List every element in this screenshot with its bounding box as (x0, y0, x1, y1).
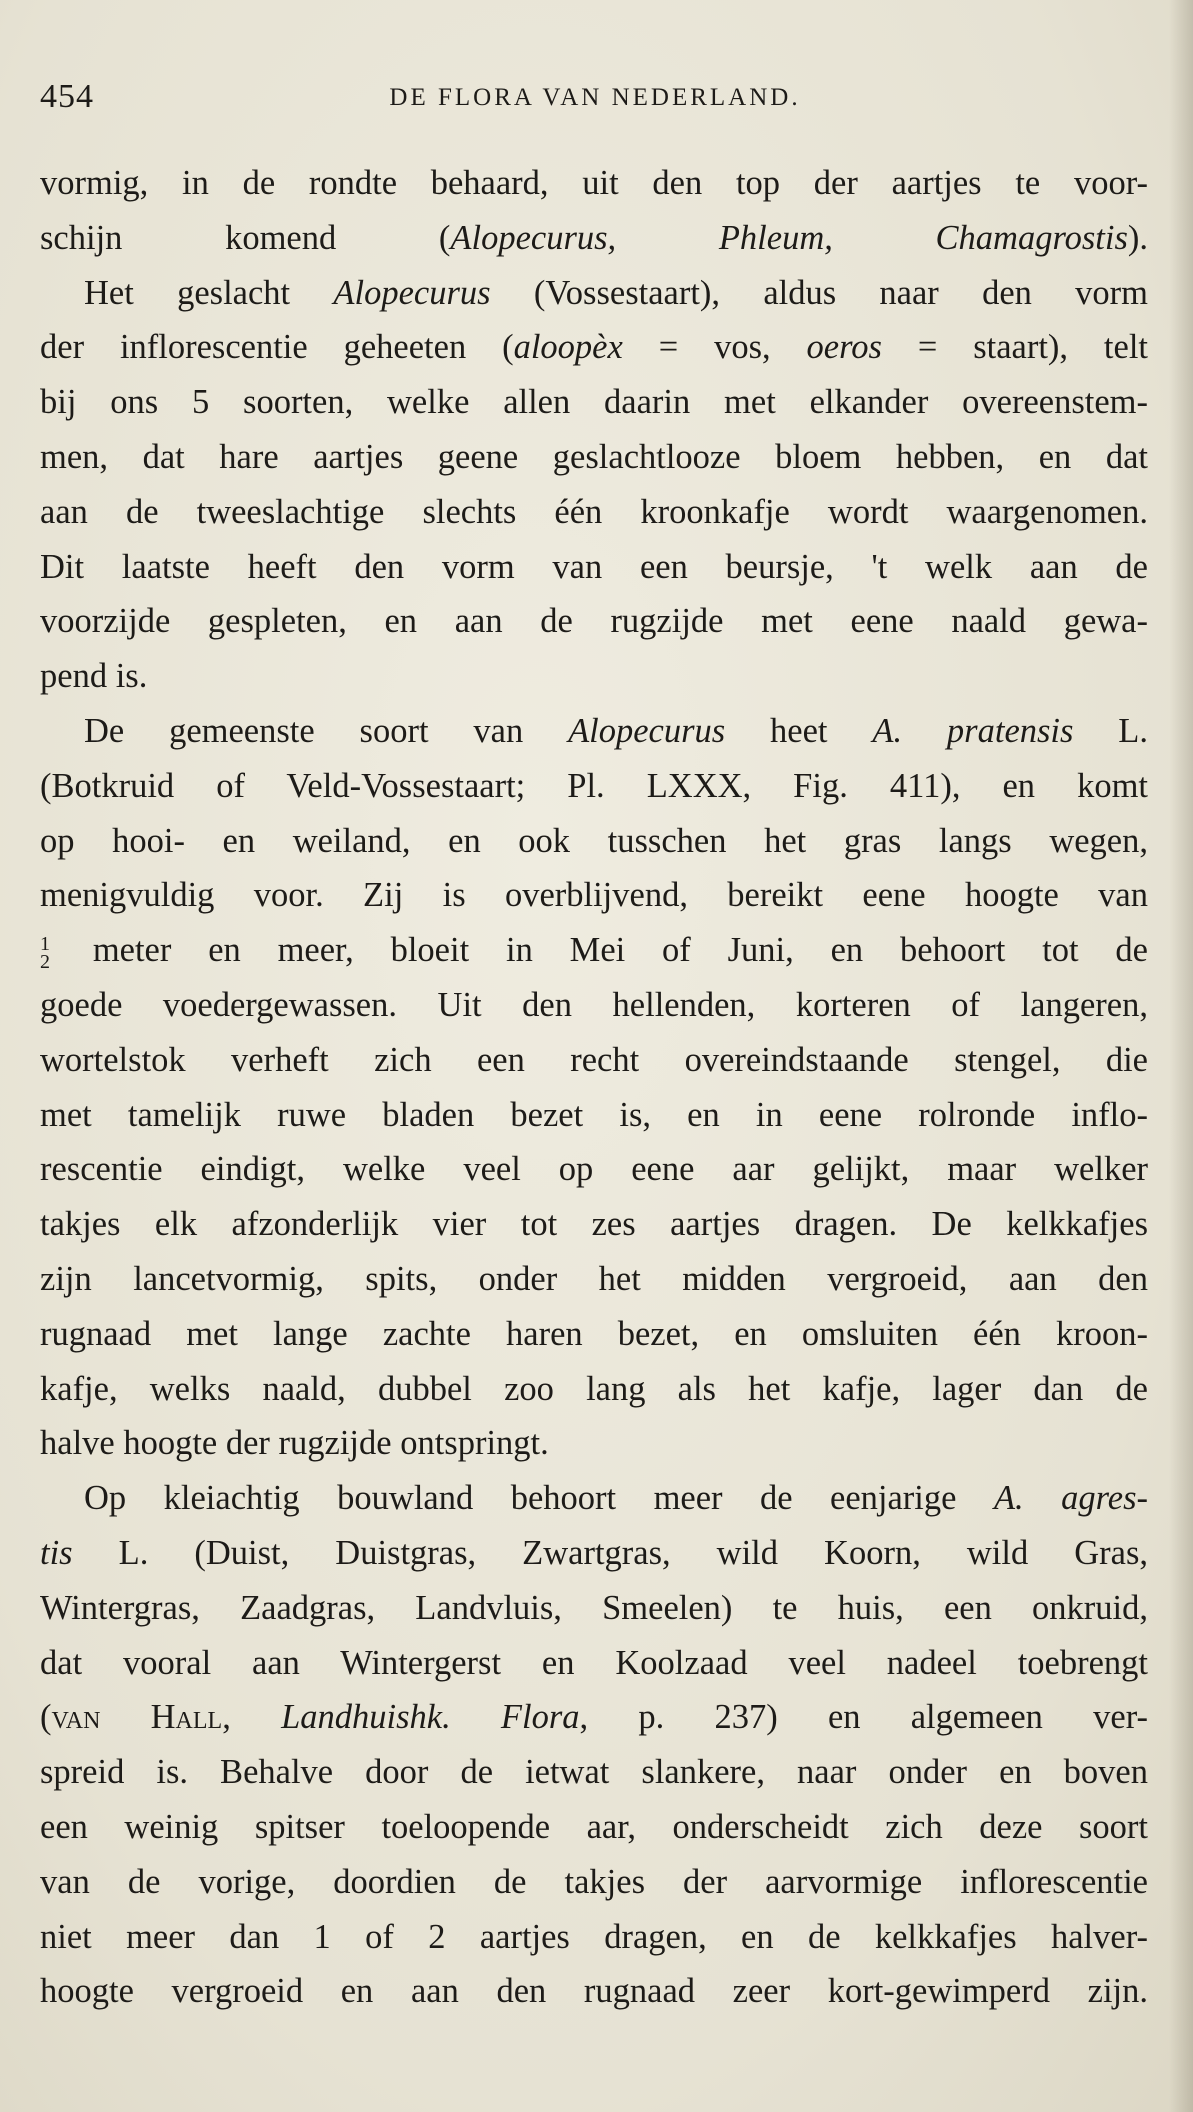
text-line: bij ons 5 soorten, welke allen daarin met elkander overeenstem- (40, 383, 1148, 422)
text-line: goede voedergewassen. Uit den hellenden, korteren of langeren, (40, 985, 1148, 1024)
text-line: men, dat hare aartjes geene geslachtlooze bloem hebben, en dat (40, 437, 1148, 476)
text-line: Wintergras, Zaadgras, Landvluis, Smeelen) te huis, een onkruid, (40, 1588, 1148, 1627)
text-line: 1 2 meter en meer, bloeit in Mei of Juni, en behoort tot de (40, 931, 1148, 974)
text-line: dat vooral aan Wintergerst en Koolzaad veel nadeel toebrengt (40, 1643, 1148, 1682)
text-line: vormig, in de rondte behaard, uit den top der aartjes te voor- (40, 164, 1148, 202)
text-line: rescentie eindigt, welke veel op eene aar gelijkt, maar welker (40, 1150, 1148, 1189)
text-line: De gemeenste soort van Alopecurus heet A. pratensis L. (84, 711, 1149, 750)
text-line: zijn lancetvormig, spits, onder het midden vergroeid, aan den (40, 1259, 1148, 1298)
text-line: halve hoogte der rugzijde ontspringt. (40, 1424, 549, 1463)
text-line: (van Hall, Landhuishk. Flora, p. 237) en algemeen ver- (40, 1698, 1148, 1737)
text-line: kafje, welks naald, dubbel zoo lang als het kafje, lager dan de (40, 1369, 1148, 1408)
text-line: der inflorescentie geheeten (aloopèx = vos, oeros = staart), telt (40, 328, 1149, 367)
text-line: niet meer dan 1 of 2 aartjes dragen, en de kelkkafjes halver- (40, 1917, 1148, 1956)
text-line: Het geslacht Alopecurus (Vossestaart), aldus naar den vorm (84, 273, 1148, 312)
page-edge-shadow (1169, 0, 1193, 2112)
text-line: takjes elk afzonderlijk vier tot zes aartjes dragen. De kelkkafjes (40, 1205, 1148, 1244)
text-line: op hooi- en weiland, en ook tusschen het gras langs wegen, (40, 821, 1148, 860)
text-line: tis L. (Duist, Duistgras, Zwartgras, wild Koorn, wild Gras, (40, 1533, 1148, 1572)
text-line: van de vorige, doordien de takjes der aarvormige inflorescentie (40, 1862, 1148, 1901)
text-line: (Botkruid of Veld-Vossestaart; Pl. LXXX, Fig. 411), en komt (40, 766, 1148, 805)
text-line: pend is. (40, 657, 148, 696)
body-text (40, 156, 1148, 2019)
text-line: met tamelijk ruwe bladen bezet is, en in eene rolronde inflo- (40, 1095, 1148, 1134)
page-number: 454 (40, 78, 94, 115)
text-line: Dit laatste heeft den vorm van een beursje, 't welk aan de (40, 547, 1148, 586)
text-line: voorzijde gespleten, en aan de rugzijde met eene naald gewa- (40, 602, 1148, 641)
text-line: spreid is. Behalve door de ietwat slankere, naar onder en boven (40, 1753, 1148, 1792)
text-line: een weinig spitser toeloopende aar, onderscheidt zich deze soort (40, 1807, 1148, 1846)
text-line: menigvuldig voor. Zij is overblijvend, bereikt eene hoogte van (40, 876, 1148, 915)
running-title: DE FLORA VAN NEDERLAND. (389, 84, 801, 111)
text-line: rugnaad met lange zachte haren bezet, en omsluiten één kroon- (40, 1314, 1148, 1353)
text-line: Op kleiachtig bouwland behoort meer de eenjarige A. agres- (84, 1479, 1148, 1518)
text-line: schijn komend (Alopecurus, Phleum, Chamagrostis). (40, 218, 1149, 257)
text-line: wortelstok verheft zich een recht overeindstaande stengel, die (40, 1040, 1148, 1079)
text-line: aan de tweeslachtige slechts één kroonkafje wordt waargenomen. (40, 492, 1148, 531)
text-line: hoogte vergroeid en aan den rugnaad zeer kort-gewimperd zijn. (40, 1972, 1148, 2011)
page-header (40, 78, 1150, 118)
fraction-half: 1 2 (40, 933, 50, 974)
